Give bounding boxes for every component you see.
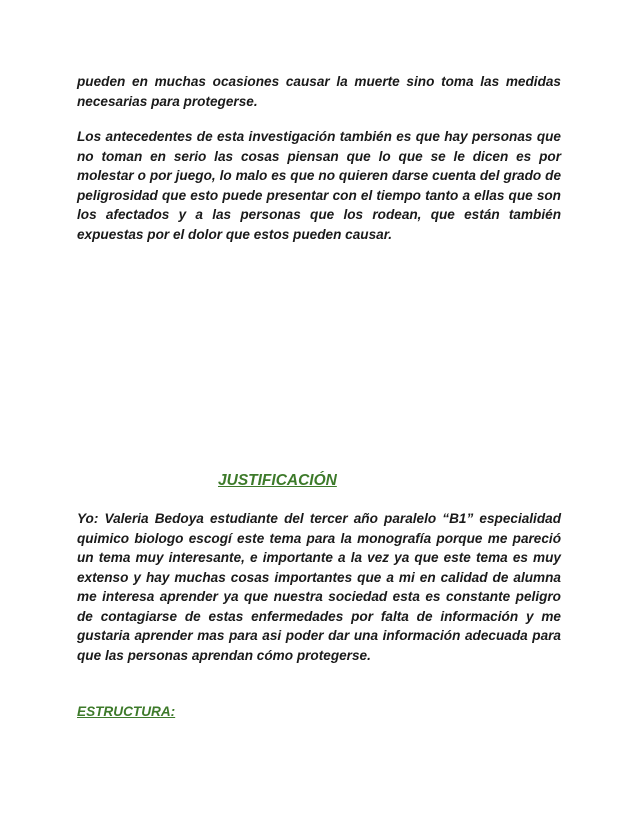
paragraph-justificacion: Yo: Valeria Bedoya estudiante del tercer año paralelo “B1” especialidad quimico biologo escogí este tema para la monografía porque me pareció un tema muy interesante, e importante a la vez ya que este tema es muy extenso y hay muchas cosas importantes que a mi en calidad de alumna me interesa aprender ya que nuestra sociedad esta es constante peligro de contagiarse de estas enfermedades por falta de información y me gustaria aprender mas para asi poder dar una información adecuada para que las personas aprendan cómo protegerse. (77, 511, 561, 663)
heading-justificacion: JUSTIFICACIÓN (218, 472, 337, 489)
paragraph-antecedentes: Los antecedentes de esta investigación también es que hay personas que no toman en serio las cosas piensan que lo que se le dicen es por molestar o por juego, lo malo es que no quieren darse cuenta del grado de peligrosidad que esto puede presentar con el tiempo tanto a ellas que son los afectados y a las personas que los rodean, que están también expuestas por el dolor que estos pueden causar. (77, 129, 561, 242)
paragraph-intro-end: pueden en muchas ocasiones causar la muerte sino toma las medidas necesarias para protegerse. (77, 74, 561, 109)
heading-estructura: ESTRUCTURA: (77, 704, 176, 719)
